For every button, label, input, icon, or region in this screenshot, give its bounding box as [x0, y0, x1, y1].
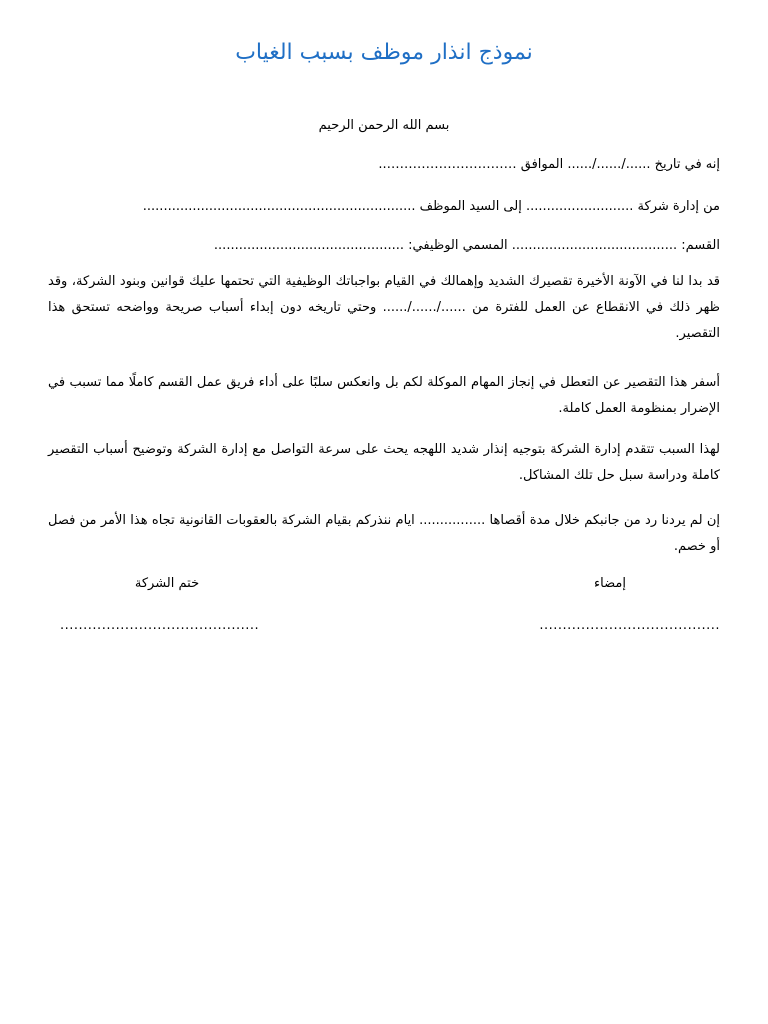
document-title: نموذج انذار موظف بسبب الغياب — [235, 40, 533, 65]
company-stamp-label: ختم الشركة — [134, 576, 200, 591]
basmala: بسم الله الرحمن الرحيم — [318, 118, 450, 133]
paragraph-warning: لهذا السبب تتقدم إدارة الشركة بتوجيه إنذار شديد اللهجه يحث على سرعة التواصل مع إدارة الشركة وتوضيح أسباب التقصير كاملة ودراسة سبل حل تلك المشاكل. — [48, 442, 720, 483]
paragraph-penalty: إن لم يردنا رد من جانبكم خلال مدة أقصاها ................ ايام ننذركم بقيام الشركة بالعقوبات القانونية تجاه هذا الأمر من فصل أو خصم. — [48, 513, 720, 554]
paragraph-consequences: أسفر هذا التقصير عن التعطل في إنجاز المهام الموكلة لكم بل وانعكس سلبًا على أداء فريق عمل القسم كاملًا مما تسبب في الإضرار بمنظومة العمل كاملة. — [48, 375, 720, 416]
department-title-line: القسم: ........................................ المسمي الوظيفي: .............................................. — [213, 238, 720, 253]
date-line: إنه في تاريخ ....../....../...... الموافق ………………………….. — [378, 157, 720, 172]
paragraph-absence: قد بدا لنا في الآونة الأخيرة تقصيرك الشديد وإهمالك في القيام بواجباتك الوظيفية التي تحتمها عليك قوانين وبنود الشركة، وقد ظهر ذلك في الانقطاع عن العمل للفترة من ....../....../...... وحتي تاريخه دون إبداء أسباب صريحة وواضحه تستحق هذا التقصير. — [48, 274, 720, 341]
signature-label: إمضاء — [594, 576, 626, 591]
signature-dotted-line: ....................................... — [539, 618, 720, 633]
from-to-line: من إدارة شركة .......................... إلى السيد الموظف .................................................................. — [142, 199, 720, 214]
company-stamp-dotted-line: ........................................... — [60, 618, 260, 633]
